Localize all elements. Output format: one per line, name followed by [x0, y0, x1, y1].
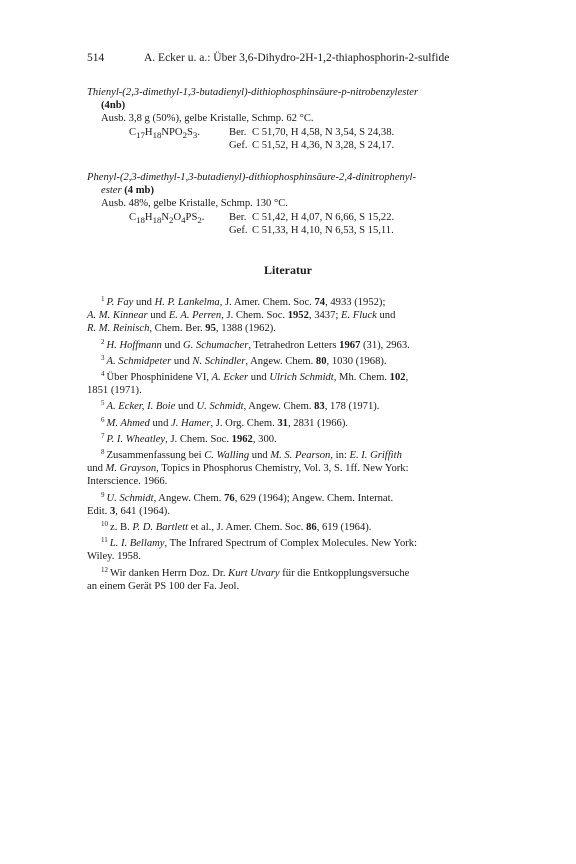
found-label: Gef.	[229, 139, 248, 151]
ref-number: 8	[101, 448, 105, 457]
ref-number: 7	[101, 431, 105, 440]
calc-label: Ber.	[229, 126, 247, 138]
compound-title-cont: ester	[101, 185, 122, 197]
ref-number: 3	[101, 353, 105, 362]
yield-text: Ausb. 3,8 g (50%), gelbe Kristalle, Schmp. 62 °C.	[101, 113, 314, 125]
ref-number: 2	[101, 337, 105, 346]
reference-item: $^4$ Über Phosphinidene VI, A. Ecker und Ulrich Schmidt, Mh. Chem. 102, 1851 (1971).	[87, 370, 409, 397]
page-number: 514	[87, 52, 105, 64]
reference-item: $^8$ Zusammenfassung bei C. Walling und M. S. Pearson, in: E. I. Griffith und M. Grayson, Topics in Phosphorus Chemistry, Vol. 3, S. 1ff. New York: Interscience. 1966.	[87, 448, 409, 488]
literature-heading: Literatur	[264, 263, 312, 277]
running-title: A. Ecker u. a.: Über 3,6-Dihydro-2H-1,2-thiaphosphorin-2-sulfide	[144, 52, 450, 64]
ref-number: 9	[101, 490, 105, 499]
compound-code: (4nb)	[101, 100, 126, 112]
analysis-calculated	[87, 126, 500, 139]
reference-item: $^1$ P. Fay und H. P. Lankelma, J. Amer. Chem. Soc. 74, 4933 (1952); A. M. Kinnear und E. A. Perren, J. Chem. Soc. 1952, 3437; E. Fluck und R. M. Reinisch, Chem. Ber. 95, 1388 (1962).	[87, 295, 396, 335]
ref-number: 4	[101, 370, 105, 379]
compound-title: Thienyl-(2,3-dimethyl-1,3-butadienyl)-dithiophosphinsäure-p-nitrobenzylester	[87, 87, 419, 98]
reference-item: $^9$ U. Schmidt, Angew. Chem. 76, 629 (1964); Angew. Chem. Internat. Edit. 3, 641 (1964).	[87, 490, 394, 517]
found-values: C 51,33, H 4,10, N 6,53, S 15,11.	[252, 224, 394, 236]
calc-values: C 51,42, H 4,07, N 6,66, S 15,22.	[252, 211, 395, 223]
ref-number: 11	[101, 536, 108, 545]
analysis-found	[87, 224, 500, 237]
molecular-formula: $C_{17}H_{18}NPO_2S_3$.	[129, 126, 200, 140]
molecular-formula: $C_{18}H_{18}N_2O_4PS_2$.	[129, 211, 205, 225]
reference-item: $^3$ A. Schmidpeter und N. Schindler, Angew. Chem. 80, 1030 (1968).	[101, 353, 387, 367]
compound-entry	[87, 86, 500, 152]
reference-item: $^{10}$ z. B. P. D. Bartlett et al., J. Amer. Chem. Soc. 86, 619 (1964).	[101, 520, 372, 534]
ref-number: 12	[101, 565, 108, 574]
reference-item: $^6$ M. Ahmed und J. Hamer, J. Org. Chem. 31, 2831 (1966).	[101, 415, 348, 429]
ref-number: 10	[101, 520, 108, 529]
calc-label: Ber.	[229, 211, 247, 223]
calc-values: C 51,70, H 4,58, N 3,54, S 24,38.	[252, 126, 395, 138]
analysis-calculated	[87, 211, 500, 224]
compound-entry	[87, 171, 500, 237]
analysis-found	[87, 139, 500, 152]
found-label: Gef.	[229, 224, 248, 236]
ref-number: 1	[101, 295, 105, 303]
ref-number: 6	[101, 415, 105, 424]
yield-text: Ausb. 48%, gelbe Kristalle, Schmp. 130 °C.	[101, 198, 288, 210]
compound-title: Phenyl-(2,3-dimethyl-1,3-butadienyl)-dithiophosphinsäure-2,4-dinitrophenyl-	[87, 172, 417, 183]
reference-item: $^{11}$ L. I. Bellamy, The Infrared Spectrum of Complex Molecules. New York: Wiley. 1958.	[87, 536, 418, 563]
ref-number: 5	[101, 399, 105, 408]
reference-list	[87, 293, 500, 593]
reference-item: $^{12}$ Wir danken Herrn Doz. Dr. Kurt Utvary für die Entkopplungsversuche an einem Gerät PS 100 der Fa. Jeol.	[87, 565, 410, 592]
reference-item: $^2$ H. Hoffmann und G. Schumacher, Tetrahedron Letters 1967 (31), 2963.	[101, 337, 410, 351]
reference-item: $^5$ A. Ecker, I. Boie und U. Schmidt, Angew. Chem. 83, 178 (1971).	[101, 399, 380, 413]
found-values: C 51,52, H 4,36, N 3,28, S 24,17.	[252, 139, 395, 151]
compound-code: (4 mb)	[124, 185, 154, 197]
reference-item: $^7$ P. I. Wheatley, J. Chem. Soc. 1962, 300.	[101, 431, 277, 445]
